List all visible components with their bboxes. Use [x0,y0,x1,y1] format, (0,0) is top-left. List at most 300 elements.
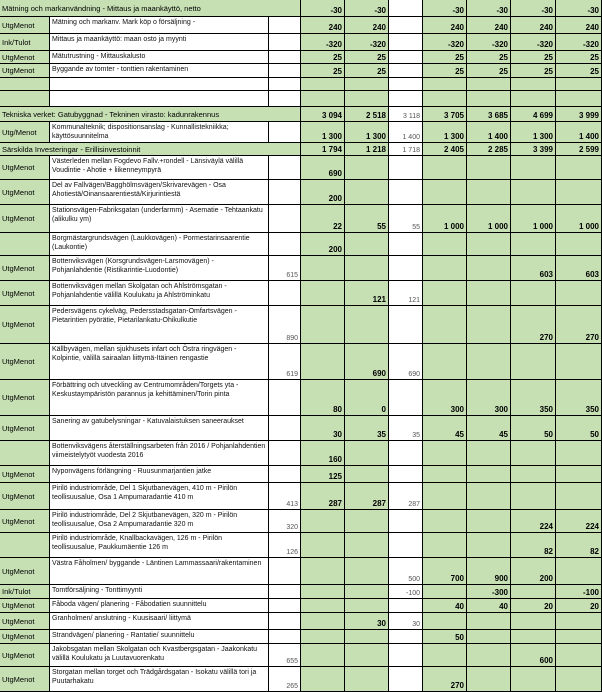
value-cell[interactable] [511,233,556,256]
value-cell[interactable]: 30 [301,416,345,441]
value-cell[interactable] [556,344,602,380]
value-cell[interactable] [556,233,602,256]
value-cell[interactable] [467,630,511,644]
value-cell[interactable] [511,78,556,91]
value-cell[interactable] [269,64,301,78]
row-description-cell[interactable]: Västerleden mellan Fogdevo Fallv.+rondell - Länsiväylä välillä Voudintie - Ahotie + liikenneympyrä [50,156,269,180]
value-cell[interactable]: 690 [301,156,345,180]
row-description-cell[interactable]: Källbyvägen, mellan sjukhusets infart och Östra ringvägen - Kolpintie, välillä sairaalan liittymä-Itäinen rengastie [50,344,269,380]
value-cell[interactable]: 690 [345,344,389,380]
value-cell[interactable] [389,644,423,667]
value-cell[interactable]: -100 [389,585,423,599]
value-cell[interactable] [511,281,556,306]
value-cell[interactable] [556,667,602,692]
value-cell[interactable]: 270 [556,306,602,344]
value-cell[interactable] [389,380,423,416]
value-cell[interactable]: 35 [345,416,389,441]
value-cell[interactable] [423,256,467,281]
value-cell[interactable] [556,78,602,91]
value-cell[interactable]: 25 [301,64,345,78]
row-description-cell[interactable]: Nyponvägens förlängning - Ruusunmarjantien jatke [50,466,269,483]
value-cell[interactable] [423,233,467,256]
value-cell[interactable]: 126 [269,533,301,558]
row-code-cell[interactable]: UtgMenot [0,306,50,344]
value-cell[interactable]: 1 300 [423,122,467,143]
value-cell[interactable]: 3 118 [389,107,423,122]
value-cell[interactable]: 3 685 [467,107,511,122]
row-code-cell[interactable]: UtgMenot [0,644,50,667]
value-cell[interactable]: 50 [556,416,602,441]
value-cell[interactable] [389,306,423,344]
value-cell[interactable]: -30 [556,0,602,17]
value-cell[interactable] [389,64,423,78]
row-description-cell[interactable]: Västra Fåholmen/ byggande - Läntinen Lammassaari/rakentaminen [50,558,269,585]
value-cell[interactable]: 2 285 [467,143,511,156]
value-cell[interactable]: 25 [511,64,556,78]
row-code-cell[interactable] [0,533,50,558]
value-cell[interactable]: 655 [269,644,301,667]
value-cell[interactable]: -30 [301,0,345,17]
value-cell[interactable] [301,667,345,692]
value-cell[interactable]: 40 [423,599,467,613]
value-cell[interactable] [556,91,602,107]
value-cell[interactable]: 287 [345,483,389,510]
value-cell[interactable]: 30 [345,613,389,630]
value-cell[interactable]: 300 [467,380,511,416]
value-cell[interactable] [389,34,423,51]
value-cell[interactable]: 25 [345,51,389,64]
value-cell[interactable] [423,466,467,483]
value-cell[interactable] [269,441,301,466]
value-cell[interactable] [345,667,389,692]
row-description-cell[interactable]: Tomtförsäljning - Tonttimyynti [50,585,269,599]
value-cell[interactable]: 224 [511,510,556,533]
value-cell[interactable]: 3 094 [301,107,345,122]
value-cell[interactable] [423,180,467,205]
value-cell[interactable]: -30 [467,0,511,17]
value-cell[interactable] [389,533,423,558]
value-cell[interactable] [269,17,301,34]
value-cell[interactable] [301,533,345,558]
row-code-cell[interactable]: UtgMenot [0,667,50,692]
row-description-cell[interactable]: Strandvägen/ planering - Rantatie/ suunnittelu [50,630,269,644]
value-cell[interactable] [423,483,467,510]
value-cell[interactable] [423,344,467,380]
row-code-cell[interactable]: UtgMenot [0,180,50,205]
value-cell[interactable] [269,205,301,233]
value-cell[interactable] [511,441,556,466]
value-cell[interactable] [345,558,389,585]
row-code-cell[interactable]: Ink/Tulot [0,34,50,51]
row-code-cell[interactable]: Ink/Tulot [0,585,50,599]
value-cell[interactable]: 600 [511,644,556,667]
value-cell[interactable]: 121 [389,281,423,306]
value-cell[interactable] [467,180,511,205]
value-cell[interactable] [511,180,556,205]
value-cell[interactable] [467,483,511,510]
row-description-cell[interactable]: Mätning och markanv. Mark köp o försäljning - [50,17,269,34]
value-cell[interactable] [269,585,301,599]
value-cell[interactable] [511,585,556,599]
value-cell[interactable]: -100 [556,585,602,599]
value-cell[interactable]: 615 [269,256,301,281]
value-cell[interactable]: 45 [423,416,467,441]
value-cell[interactable] [556,281,602,306]
value-cell[interactable]: -320 [345,34,389,51]
value-cell[interactable]: -320 [511,34,556,51]
value-cell[interactable]: 270 [423,667,467,692]
value-cell[interactable] [345,599,389,613]
value-cell[interactable] [345,306,389,344]
value-cell[interactable] [467,91,511,107]
row-code-cell[interactable] [0,78,50,91]
value-cell[interactable] [556,613,602,630]
row-description-cell[interactable]: Borgmästargrundsvägen (Laukkovägen) - Pormestarinsaarentie (Laukontie) [50,233,269,256]
value-cell[interactable] [301,644,345,667]
value-cell[interactable]: 500 [389,558,423,585]
value-cell[interactable]: 224 [556,510,602,533]
value-cell[interactable]: -320 [423,34,467,51]
value-cell[interactable]: 82 [556,533,602,558]
value-cell[interactable] [423,510,467,533]
value-cell[interactable]: 413 [269,483,301,510]
value-cell[interactable] [467,156,511,180]
value-cell[interactable] [556,630,602,644]
value-cell[interactable] [467,510,511,533]
value-cell[interactable] [423,306,467,344]
value-cell[interactable]: 1 300 [301,122,345,143]
value-cell[interactable] [389,91,423,107]
value-cell[interactable]: 25 [556,51,602,64]
value-cell[interactable] [467,441,511,466]
value-cell[interactable] [423,156,467,180]
value-cell[interactable]: 890 [269,306,301,344]
value-cell[interactable] [511,91,556,107]
row-description-cell[interactable]: Del av Fallvägen/Bagghölmsvägen/Skrivarevägen - Osa Ahotiestä/Oinansaarentiestä/Kirjurintiestä [50,180,269,205]
value-cell[interactable] [467,78,511,91]
row-code-cell[interactable] [0,91,50,107]
value-cell[interactable]: 25 [423,51,467,64]
row-description-cell[interactable] [50,91,269,107]
value-cell[interactable]: 2 518 [345,107,389,122]
value-cell[interactable] [511,483,556,510]
value-cell[interactable] [511,466,556,483]
section-heading-cell[interactable]: Tekniska verket: Gatubyggnad - Tekninen virasto: kadunrakennus [0,107,301,122]
value-cell[interactable] [269,466,301,483]
row-code-cell[interactable]: UtgMenot [0,51,50,64]
value-cell[interactable] [345,466,389,483]
value-cell[interactable]: 55 [345,205,389,233]
row-description-cell[interactable]: Bottenviksvägen mellan Skolgatan och Ahlströmsgatan - Pohjanlahdentie välillä Koulukatu ja Ahlströminkatu [50,281,269,306]
value-cell[interactable]: 121 [345,281,389,306]
value-cell[interactable]: 50 [423,630,467,644]
value-cell[interactable]: 287 [389,483,423,510]
row-code-cell[interactable]: UtgMenot [0,599,50,613]
value-cell[interactable]: 125 [301,466,345,483]
value-cell[interactable] [345,78,389,91]
value-cell[interactable] [556,441,602,466]
value-cell[interactable]: -30 [511,0,556,17]
row-code-cell[interactable]: UtgMenot [0,344,50,380]
value-cell[interactable] [345,441,389,466]
row-description-cell[interactable]: Pirilö industriområde, Knallbackavägen, 126 m - Pirilön teollisuusalue, Paukkumäentie 126 m [50,533,269,558]
value-cell[interactable] [467,667,511,692]
row-description-cell[interactable]: Kommunalteknik; dispositionsanslag - Kunnallistekniikka; käyttösuunnitelma [50,122,269,143]
value-cell[interactable] [301,306,345,344]
value-cell[interactable]: 240 [511,17,556,34]
value-cell[interactable] [467,644,511,667]
value-cell[interactable] [389,441,423,466]
value-cell[interactable]: 240 [301,17,345,34]
value-cell[interactable] [269,122,301,143]
value-cell[interactable]: 160 [301,441,345,466]
value-cell[interactable] [389,630,423,644]
value-cell[interactable] [269,78,301,91]
row-code-cell[interactable]: UtgMenot [0,416,50,441]
value-cell[interactable] [467,256,511,281]
value-cell[interactable] [269,156,301,180]
value-cell[interactable]: 1 000 [467,205,511,233]
value-cell[interactable]: 603 [556,256,602,281]
value-cell[interactable] [301,78,345,91]
value-cell[interactable]: 700 [423,558,467,585]
value-cell[interactable]: 50 [511,416,556,441]
row-description-cell[interactable]: Pedersvägens cykelväg, Pedersstadsgatan-Omfartsvägen - Pietarintien pyörätie, Pietarilankatu-Ohikulkutie [50,306,269,344]
value-cell[interactable] [345,156,389,180]
value-cell[interactable] [301,599,345,613]
value-cell[interactable]: 25 [467,64,511,78]
value-cell[interactable] [301,510,345,533]
value-cell[interactable] [269,380,301,416]
value-cell[interactable] [467,306,511,344]
value-cell[interactable]: 320 [269,510,301,533]
value-cell[interactable]: 55 [389,205,423,233]
value-cell[interactable] [556,466,602,483]
value-cell[interactable] [345,180,389,205]
value-cell[interactable] [423,585,467,599]
row-code-cell[interactable]: UtgMenot [0,483,50,510]
value-cell[interactable]: 690 [389,344,423,380]
value-cell[interactable] [511,630,556,644]
value-cell[interactable]: 2 599 [556,143,602,156]
row-description-cell[interactable]: Fåboda vägen/ planering - Fåbodatien suunnittelu [50,599,269,613]
value-cell[interactable] [556,483,602,510]
value-cell[interactable]: 20 [556,599,602,613]
value-cell[interactable]: 3 999 [556,107,602,122]
value-cell[interactable] [345,630,389,644]
row-code-cell[interactable]: UtgMenot [0,17,50,34]
row-code-cell[interactable] [0,441,50,466]
value-cell[interactable] [423,78,467,91]
value-cell[interactable]: 1 400 [556,122,602,143]
value-cell[interactable] [389,78,423,91]
value-cell[interactable]: -320 [301,34,345,51]
value-cell[interactable] [269,558,301,585]
value-cell[interactable] [345,510,389,533]
value-cell[interactable] [301,558,345,585]
row-description-cell[interactable]: Pirilö industriområde, Del 1 Skjutbanevägen, 410 m - Pirilön teollisuusalue, Osa 1 Ampumaradantie 410 m [50,483,269,510]
value-cell[interactable] [556,644,602,667]
row-code-cell[interactable]: UtgMenot [0,64,50,78]
value-cell[interactable]: 3 399 [511,143,556,156]
row-description-cell[interactable]: Byggande av tomter - tonttien rakentaminen [50,64,269,78]
row-description-cell[interactable]: Mätutrustning - Mittauskalusto [50,51,269,64]
value-cell[interactable]: 1 400 [467,122,511,143]
value-cell[interactable]: 25 [301,51,345,64]
row-code-cell[interactable]: UtgMenot [0,156,50,180]
value-cell[interactable]: 1 000 [511,205,556,233]
value-cell[interactable] [345,256,389,281]
value-cell[interactable] [423,91,467,107]
row-code-cell[interactable]: UtgMenot [0,205,50,233]
value-cell[interactable]: 25 [556,64,602,78]
value-cell[interactable] [467,466,511,483]
value-cell[interactable]: 1 794 [301,143,345,156]
value-cell[interactable] [423,533,467,558]
value-cell[interactable] [511,344,556,380]
value-cell[interactable]: 3 705 [423,107,467,122]
value-cell[interactable]: 240 [556,17,602,34]
value-cell[interactable] [269,233,301,256]
value-cell[interactable]: 240 [467,17,511,34]
row-code-cell[interactable]: UtgMenot [0,380,50,416]
value-cell[interactable] [389,156,423,180]
row-description-cell[interactable] [50,78,269,91]
value-cell[interactable]: -320 [467,34,511,51]
row-description-cell[interactable]: Mittaus ja maankäyttö: maan osto ja myynti [50,34,269,51]
value-cell[interactable]: 240 [345,17,389,34]
value-cell[interactable]: -30 [423,0,467,17]
row-description-cell[interactable]: Sanering av gatubelysningar - Katuvalaistuksen saneeraukset [50,416,269,441]
value-cell[interactable]: 619 [269,344,301,380]
value-cell[interactable] [389,599,423,613]
value-cell[interactable] [389,17,423,34]
value-cell[interactable]: 287 [301,483,345,510]
value-cell[interactable]: 350 [511,380,556,416]
value-cell[interactable] [423,441,467,466]
value-cell[interactable] [269,51,301,64]
value-cell[interactable]: 270 [511,306,556,344]
row-description-cell[interactable]: Pirilö industriområde, Del 2 Skjutbanevägen, 320 m - Pirilön teollisuusalue, Osa 2 Ampumaradantie 320 m [50,510,269,533]
row-code-cell[interactable]: UtgMenot [0,281,50,306]
value-cell[interactable]: 22 [301,205,345,233]
value-cell[interactable] [511,667,556,692]
value-cell[interactable] [269,91,301,107]
value-cell[interactable] [269,34,301,51]
value-cell[interactable]: 25 [423,64,467,78]
value-cell[interactable]: 1 718 [389,143,423,156]
value-cell[interactable] [467,533,511,558]
value-cell[interactable]: 2 405 [423,143,467,156]
value-cell[interactable]: 1 300 [511,122,556,143]
value-cell[interactable]: 40 [467,599,511,613]
value-cell[interactable]: 25 [345,64,389,78]
value-cell[interactable]: 300 [423,380,467,416]
value-cell[interactable]: 240 [423,17,467,34]
value-cell[interactable] [556,156,602,180]
row-description-cell[interactable]: Stationsvägen-Fabriksgatan (underfarmm) - Asematie - Tehtaankatu (alikulku ym) [50,205,269,233]
value-cell[interactable] [345,533,389,558]
value-cell[interactable]: 0 [345,380,389,416]
value-cell[interactable] [511,613,556,630]
value-cell[interactable]: 200 [301,180,345,205]
value-cell[interactable] [345,91,389,107]
value-cell[interactable]: 82 [511,533,556,558]
value-cell[interactable]: 25 [467,51,511,64]
value-cell[interactable]: 20 [511,599,556,613]
value-cell[interactable]: 35 [389,416,423,441]
value-cell[interactable] [389,256,423,281]
row-code-cell[interactable]: Utg/Menot [0,122,50,143]
value-cell[interactable] [467,344,511,380]
value-cell[interactable]: -300 [467,585,511,599]
value-cell[interactable] [269,599,301,613]
value-cell[interactable] [423,613,467,630]
value-cell[interactable] [467,613,511,630]
value-cell[interactable] [301,256,345,281]
value-cell[interactable] [467,281,511,306]
value-cell[interactable] [389,233,423,256]
value-cell[interactable] [423,281,467,306]
value-cell[interactable]: -320 [556,34,602,51]
value-cell[interactable]: 200 [301,233,345,256]
value-cell[interactable] [556,180,602,205]
value-cell[interactable] [345,233,389,256]
value-cell[interactable] [389,51,423,64]
value-cell[interactable]: 1 000 [423,205,467,233]
value-cell[interactable] [511,156,556,180]
value-cell[interactable] [389,180,423,205]
value-cell[interactable] [301,630,345,644]
value-cell[interactable] [467,233,511,256]
value-cell[interactable]: 900 [467,558,511,585]
value-cell[interactable] [301,344,345,380]
value-cell[interactable]: 45 [467,416,511,441]
row-description-cell[interactable]: Bottenviksvägens återställningsarbeten från 2016 / Pohjanlahdentien viimeistelytyöt vuodesta 2016 [50,441,269,466]
value-cell[interactable]: 603 [511,256,556,281]
value-cell[interactable] [269,416,301,441]
row-code-cell[interactable]: UtgMenot [0,466,50,483]
value-cell[interactable]: 265 [269,667,301,692]
value-cell[interactable] [345,644,389,667]
value-cell[interactable] [269,630,301,644]
value-cell[interactable] [269,613,301,630]
value-cell[interactable] [301,281,345,306]
value-cell[interactable]: 200 [511,558,556,585]
row-description-cell[interactable]: Bottenviksvägen (Korsgrundsvägen-Larsmovägen) - Pohjanlahdentie (Ristikarintie-Luodontie) [50,256,269,281]
section-heading-cell[interactable]: Mätning och markanvändning - Mittaus ja maankäyttö, netto [0,0,301,17]
value-cell[interactable] [269,180,301,205]
value-cell[interactable] [301,585,345,599]
value-cell[interactable] [345,585,389,599]
value-cell[interactable] [269,281,301,306]
value-cell[interactable]: 1 218 [345,143,389,156]
value-cell[interactable] [389,510,423,533]
value-cell[interactable]: 30 [389,613,423,630]
row-code-cell[interactable]: UtgMenot [0,558,50,585]
value-cell[interactable] [389,466,423,483]
value-cell[interactable]: 350 [556,380,602,416]
row-description-cell[interactable]: Förbättring och utveckling av Centrumområden/Torgets yta - Keskustaympäristön parannus ja kehittäminen/Torin pinta [50,380,269,416]
value-cell[interactable] [389,667,423,692]
value-cell[interactable]: 4 699 [511,107,556,122]
row-description-cell[interactable]: Jakobsgatan mellan Skolgatan och Kvastbergsgatan - Jaakonkatu välillä Koulukatu ja Luutavuorenkatu [50,644,269,667]
value-cell[interactable]: 1 000 [556,205,602,233]
row-code-cell[interactable]: UtgMenot [0,510,50,533]
value-cell[interactable]: -30 [345,0,389,17]
row-description-cell[interactable]: Granholmen/ anslutning - Kuusisaari/ liittymä [50,613,269,630]
section-heading-cell[interactable]: Särskilda Investeringar - Erillisinvestoinnit [0,143,301,156]
